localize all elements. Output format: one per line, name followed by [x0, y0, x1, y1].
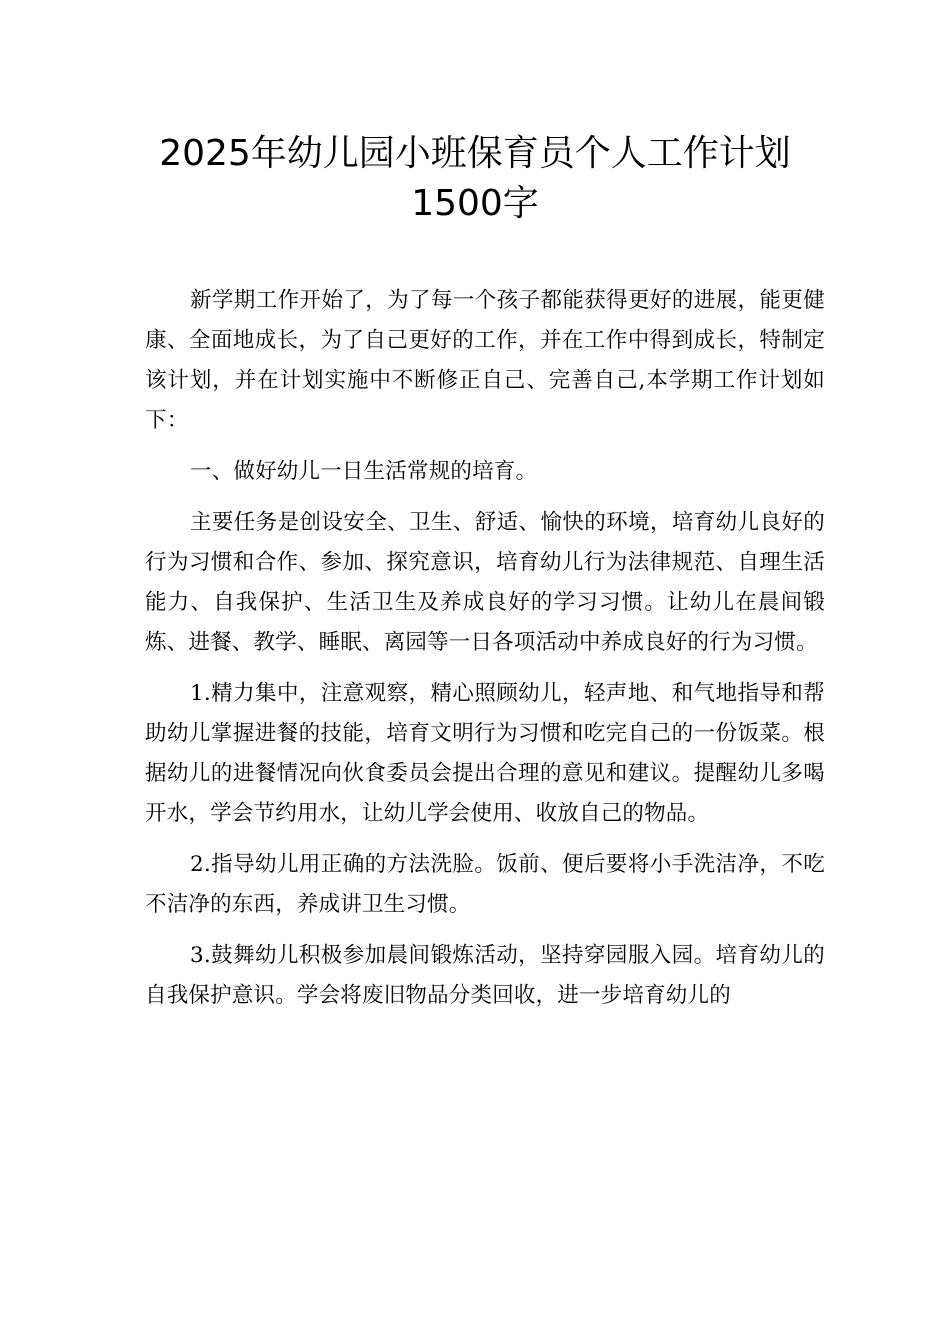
section-heading: 一、做好幼儿一日生活常规的培育。 — [190, 459, 538, 484]
paragraph-main-task: 主要任务是创设安全、卫生、舒适、愉快的环境，培育幼儿良好的行为习惯和合作、参加、探究意识，培育幼儿行为法律规范、自理生活能力、自我保护、生活卫生及养成良好的学习习惯。让幼儿在晨间锻炼、进餐、教学、睡眠、离园等一日各项活动中养成良好的行为习惯。 — [145, 510, 825, 655]
paragraph-intro: 新学期工作开始了，为了每一个孩子都能获得更好的进展，能更健康、全面地成长，为了自己更好的工作，并在工作中得到成长，特制定该计划，并在计划实施中不断修正自己、完善自己,本学期工作计划如下： — [145, 288, 825, 433]
document-title-line-2: 1500字 — [411, 183, 539, 224]
document-body — [145, 281, 825, 1027]
paragraph-item-3: 3.鼓舞幼儿积极参加晨间锻炼活动，坚持穿园服入园。培育幼儿的自我保护意识。学会将废旧物品分类回收，进一步培育幼儿的 — [145, 943, 825, 1008]
document-title-line-1: 2025年幼儿园小班保育员个人工作计划 — [159, 133, 791, 174]
paragraph-item-2: 2.指导幼儿用正确的方法洗脸。饭前、便后要将小手洗洁净，不吃不洁净的东西，养成讲卫生习惯。 — [145, 852, 825, 917]
paragraph-item-1: 1.精力集中，注意观察，精心照顾幼儿，轻声地、和气地指导和帮助幼儿掌握进餐的技能，培育文明行为习惯和吃完自己的一份饭菜。根据幼儿的进餐情况向伙食委员会提出合理的意见和建议。提醒幼儿多喝开水，学会节约用水，让幼儿学会使用、收放自己的物品。 — [145, 681, 825, 826]
